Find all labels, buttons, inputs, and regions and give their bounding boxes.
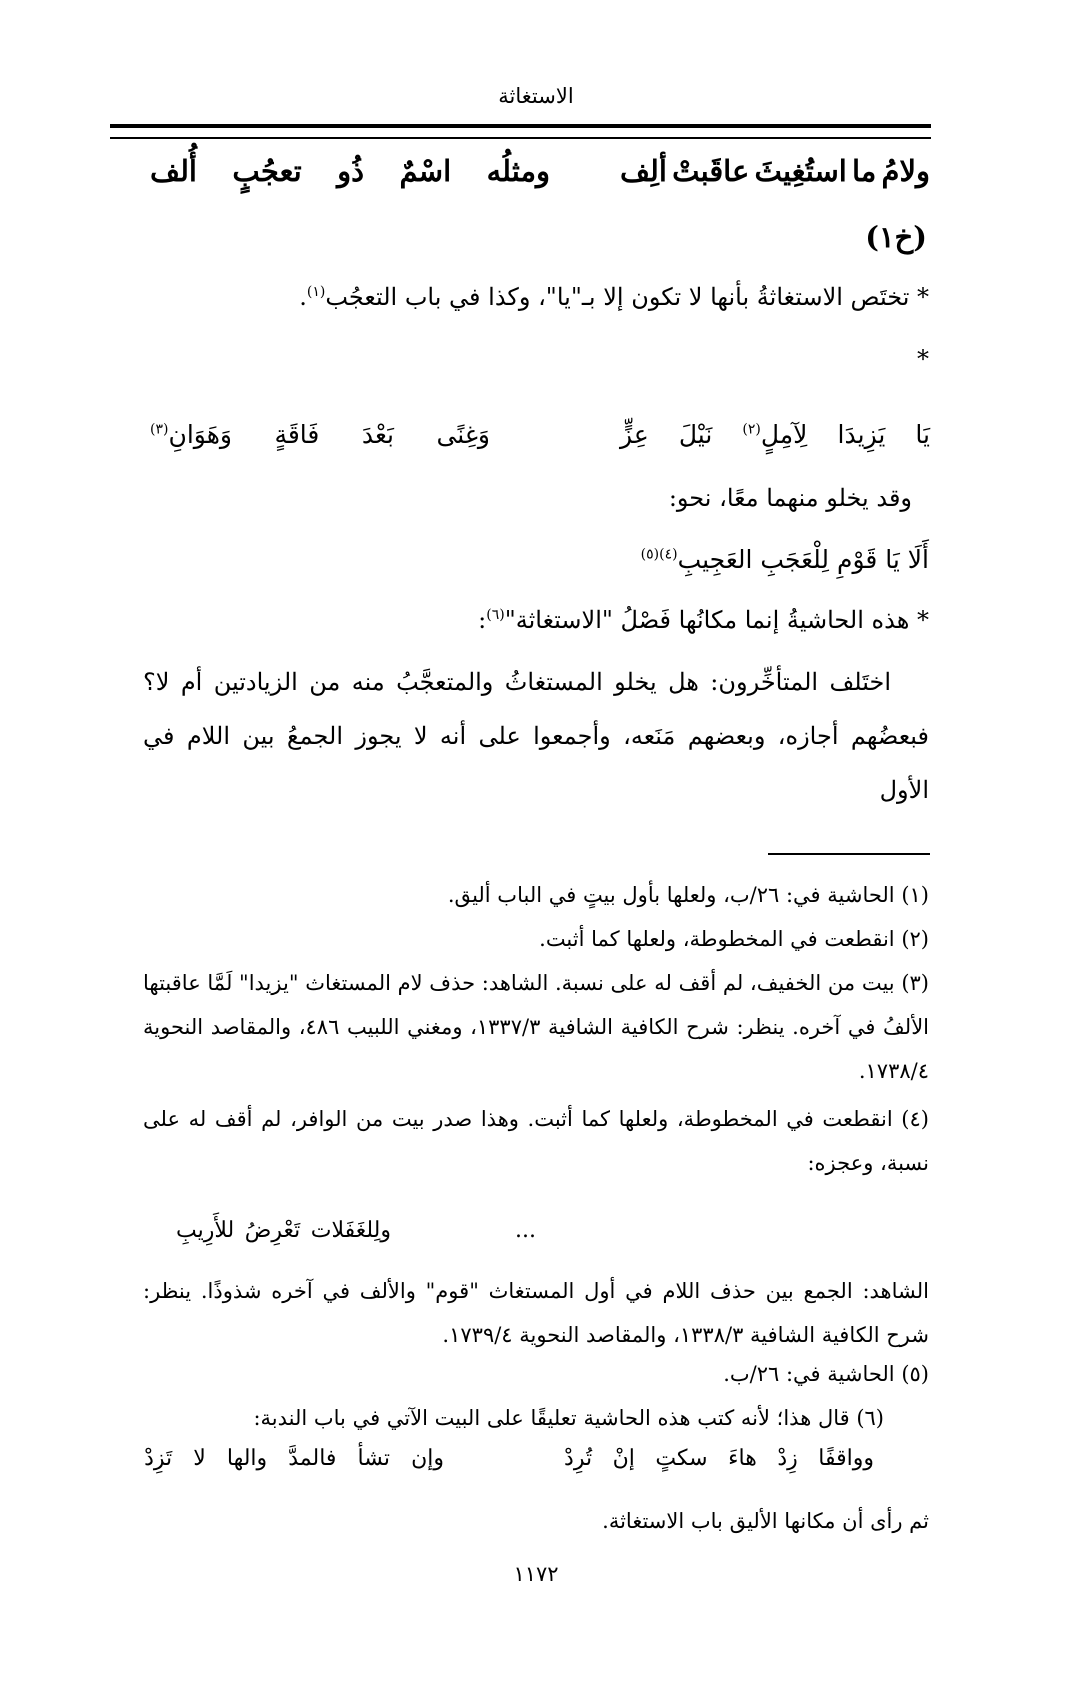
body-paragraph: اختَلف المتأخِّرون: هل يخلو المستغاثُ والمتعجَّبُ منه من الزيادتين أم لا؟ فبعضُهم أجازه، وبعضهم مَنَعه، وأجمعوا على أنه لا يجوز الجمعُ بين اللام في الأول [143,668,929,804]
verse-word: لا [193,1446,206,1471]
verse-word: يَزِيدَا [837,420,886,449]
gloss-paragraph [478,606,929,634]
main-verse-second-half [150,154,550,188]
verse-word: وَغِنًى [436,420,490,449]
footnote-marker: (٤)(٥) [640,546,678,563]
hemistich-text: أَلَا يَا قَوْمِ لِلْعَجَبِ العَجِيبِ [677,545,929,574]
manuscript-ref: (خ١) [865,220,927,254]
footnote-separator [768,853,930,855]
gloss-end: . [299,283,307,311]
example-verse [150,420,930,449]
verse-word: أُلف [150,154,197,188]
verse-word: بَعْدَ [361,420,394,449]
verse-word: تَعْرِضُ [244,1218,301,1243]
footnote-6: (٦) قال هذا؛ لأنه كتب هذه الحاشية تعليقًا على البيت الآتي في باب الندبة: [253,1406,884,1430]
verse-word: إنْ [612,1446,635,1471]
footnote-4: (٤) انقطعت في المخطوطة، ولعلها كما أثبت. وهذا صدر بيت من الوافر، لم أقف له على نسبة، وعجزه: [143,1107,929,1175]
verse-word: استُغِيثَ [754,154,847,188]
example-verse-first-half [620,420,930,449]
footnote-marker: (٢) [742,421,761,438]
main-verse-first-half [620,154,930,188]
verse-word: عِزٍّ [620,420,649,449]
verse-word: يَا [915,420,930,449]
section-star: * [917,345,929,373]
verse-word: زِدْ [777,1446,798,1471]
verse-word: تشأ [357,1446,390,1471]
gloss-text: * تختَص الاستغاثةُ بأنها لا تكون إلا بـ"يا"، وكذا في باب التعجُب [325,283,929,311]
verse-second-half [144,1446,444,1471]
footnote-marker: (٦) [486,607,505,623]
gloss-end: : [478,606,487,634]
verse-word: فالمدَّ [288,1446,337,1471]
main-verse [150,154,930,188]
verse-word [742,420,807,449]
footnote-4-tail: الشاهد: الجمع بين حذف اللام في أول المستغاث "قوم" والألف في آخره شذوذًا. ينظر: شرح الكافية الشافية ١٣٣٨/٣، والمقاصد النحوية ١٧٣٩/٤. [143,1279,929,1347]
footnote-5: (٥) الحاشية في: ٢٦/ب. [723,1362,929,1386]
header-rule-thick [110,124,931,128]
footnote-3: (٣) بيت من الخفيف، لم أقف له على نسبة. الشاهد: حذف لام المستغاث "يزيدا" لَمَّا عاقبتها الألفُ في آخره. ينظر: شرح الكافية الشافية ١٣٣٧/٣، ومغني اللبيب ٤٨٦، والمقاصد النحوية ١٧٣٨/٤. [143,971,929,1083]
verse-word-text: لِآمِلٍ [760,420,808,449]
verse-word: للأَرِيبِ [176,1218,235,1243]
footnote-marker: (٣) [150,421,169,438]
page-number: ١١٧٢ [513,1562,559,1586]
header-rule-thin [110,137,931,139]
footnote-2: (٢) انقطعت في المخطوطة، ولعلها كما أثبت. [539,927,929,951]
verse-word: ولِلغَفَلات [310,1218,391,1243]
verse-word: اسْمٌ [399,154,452,188]
verse-first-half [564,1446,874,1471]
verse-word: عاقَبتْ [672,154,750,188]
verse-word: فَاقَةٍ [274,420,320,449]
verse-word: سكتٍ [655,1446,708,1471]
example-hemistich [641,545,929,574]
footnote-6-tail: ثم رأى أن مكانها الأليق باب الاستغاثة. [602,1509,929,1533]
verse-word: ما [851,154,877,188]
footnote-6-verse [144,1446,874,1471]
verse-word: وإن [411,1446,444,1471]
verse-word: تَزِدْ [144,1446,173,1471]
verse-word: ولامُ [881,154,930,188]
verse-ellipsis: ... [515,1218,536,1243]
verse-word: تعجُبٍ [232,154,302,188]
footnote-marker: (١) [306,284,326,300]
verse-second-half [176,1218,391,1243]
gloss-paragraph [299,283,929,311]
verse-word: ومثلُه [486,154,550,188]
footnote-1: (١) الحاشية في: ٢٦/ب، ولعلها بأول بيتٍ في الباب أليق. [447,883,929,907]
example-verse-second-half [150,420,490,449]
verse-word [150,420,232,449]
gloss-text: * هذه الحاشيةُ إنما مكانُها فَصْلُ "الاستغاثة" [504,606,929,634]
verse-word-text: وَهَوَانِ [168,420,232,449]
gloss-paragraph: وقد يخلو منهما معًا، نحو: [668,484,912,512]
verse-word: والها [226,1446,268,1471]
verse-word: نَيْلَ [678,420,713,449]
verse-word: هاءَ [728,1446,757,1471]
verse-word: ذُو [337,154,365,188]
verse-word: تُرِدْ [564,1446,593,1471]
running-header: الاستغاثة [498,84,574,108]
verse-word: ألِف [620,154,667,188]
verse-word: وواقفًا [818,1446,874,1471]
